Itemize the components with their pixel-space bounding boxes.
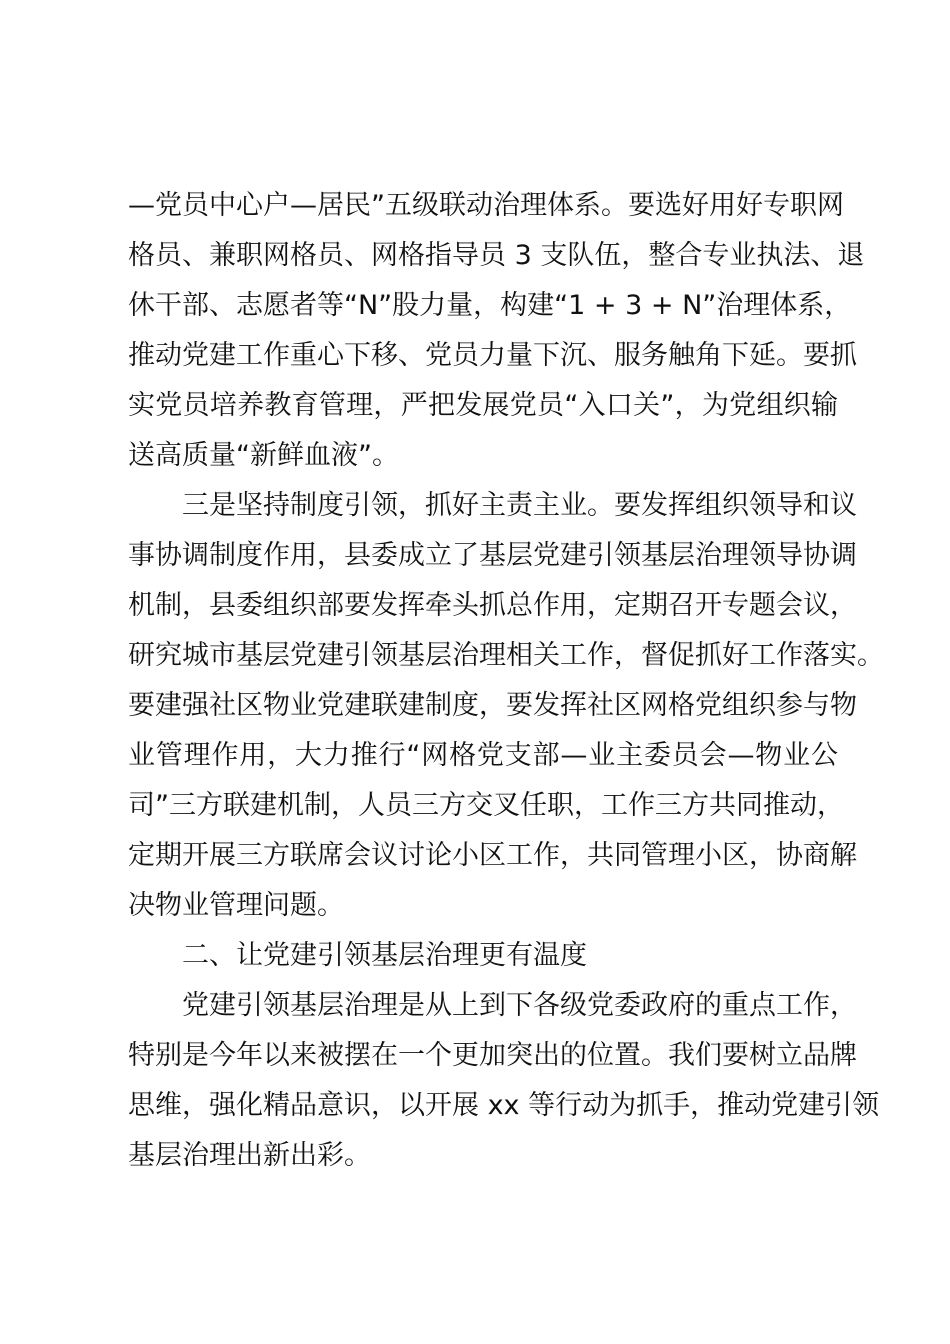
text-line: 实党员培养教育管理，严把发展党员“入口关”，为党组织输 [128, 390, 838, 421]
paragraph-institutional-guidance [128, 481, 884, 931]
document-body [128, 181, 884, 1181]
text-line: 送高质量“新鲜血液”。 [128, 440, 399, 471]
paragraph-governance-warmth [128, 981, 880, 1181]
section-heading-text: 二、让党建引领基层治理更有温度 [182, 940, 587, 971]
text-line: 事协调制度作用，县委成立了基层党建引领基层治理领导协调 [128, 540, 857, 571]
text-line: 决物业管理问题。 [128, 890, 344, 921]
text-line: 定期开展三方联席会议讨论小区工作，共同管理小区，协商解 [128, 840, 857, 871]
text-line: 基层治理出新出彩。 [128, 1140, 371, 1171]
text-line: 研究城市基层党建引领基层治理相关工作，督促抓好工作落实。 [128, 640, 884, 671]
text-line: 业管理作用，大力推行“网格党支部—业主委员会—物业公 [128, 740, 838, 771]
text-line: 特别是今年以来被摆在一个更加突出的位置。我们要树立品牌 [128, 1040, 857, 1071]
text-line: 思维，强化精品意识，以开展 xx 等行动为抓手，推动党建引领 [128, 1090, 880, 1121]
text-line: 司”三方联建机制，人员三方交叉任职，工作三方共同推动， [128, 790, 844, 821]
text-line: —党员中心户—居民”五级联动治理体系。要选好用好专职网 [128, 190, 844, 221]
text-line: 休干部、志愿者等“N”股力量，构建“1 + 3 + N”治理体系， [128, 290, 852, 321]
text-line: 推动党建工作重心下移、党员力量下沉、服务触角下延。要抓 [128, 340, 857, 371]
text-line: 党建引领基层治理是从上到下各级党委政府的重点工作， [182, 990, 857, 1021]
section-heading [128, 931, 838, 981]
text-line: 格员、兼职网格员、网格指导员 3 支队伍，整合专业执法、退 [128, 240, 865, 271]
text-line: 要建强社区物业党建联建制度，要发挥社区网格党组织参与物 [128, 690, 857, 721]
paragraph-party-grid-system [128, 181, 865, 481]
text-line: 机制，县委组织部要发挥牵头抓总作用，定期召开专题会议， [128, 590, 857, 621]
text-line: 三是坚持制度引领，抓好主责主业。要发挥组织领导和议 [182, 490, 857, 521]
